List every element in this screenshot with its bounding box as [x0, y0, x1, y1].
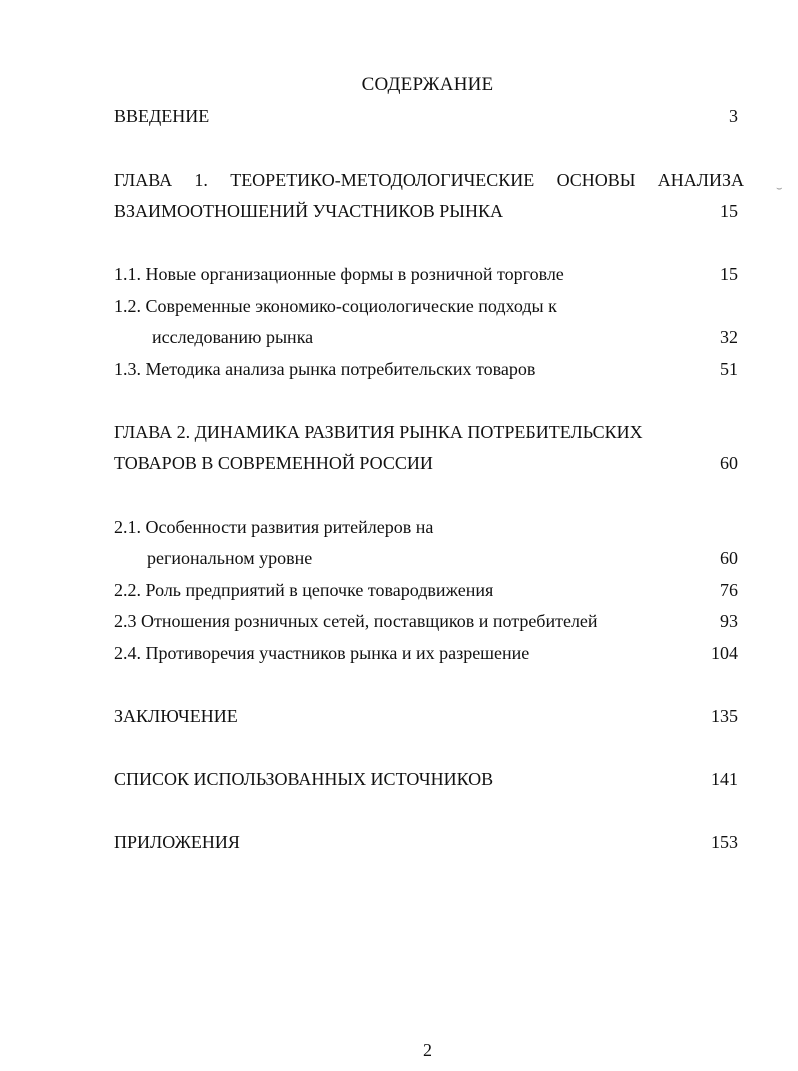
toc-entry-appendices: ПРИЛОЖЕНИЯ: [114, 832, 240, 852]
toc-page-2-4: 104: [711, 643, 738, 663]
toc-entry-sources: СПИСОК ИСПОЛЬЗОВАННЫХ ИСТОЧНИКОВ: [114, 769, 494, 789]
toc-page-chapter2: 60: [720, 453, 738, 473]
toc-page-appendices: 153: [711, 832, 738, 852]
toc-page-intro: 3: [729, 106, 738, 126]
toc-page-chapter1: 15: [720, 201, 738, 221]
toc-section-2-3: 2.3 Отношения розничных сетей, поставщиков и потребителей: [114, 611, 598, 631]
page-number: 2: [423, 1040, 432, 1060]
toc-page-2-3: 93: [720, 611, 738, 631]
toc-section-2-2: 2.2. Роль предприятий в цепочке товародвижения: [114, 580, 494, 600]
toc-chapter1-line1: ГЛАВА 1. ТЕОРЕТИКО-МЕТОДОЛОГИЧЕСКИЕ ОСНОВЫ АНАЛИЗА: [114, 170, 744, 190]
toc-section-1-1: 1.1. Новые организационные формы в розничной торговле: [114, 264, 564, 284]
toc-entry-intro: ВВЕДЕНИЕ: [114, 106, 210, 126]
toc-page-1-3: 51: [720, 359, 738, 379]
toc-chapter2-line2: ТОВАРОВ В СОВРЕМЕННОЙ РОССИИ: [114, 453, 433, 473]
toc-page-1-1: 15: [720, 264, 738, 284]
toc-section-1-2-line1: 1.2. Современные экономико-социологические подходы к: [114, 296, 557, 316]
toc-chapter2-line1: ГЛАВА 2. ДИНАМИКА РАЗВИТИЯ РЫНКА ПОТРЕБИТЕЛЬСКИХ: [114, 422, 643, 442]
toc-chapter1-line2: ВЗАИМООТНОШЕНИЙ УЧАСТНИКОВ РЫНКА: [114, 201, 503, 221]
scan-mark: ⌣: [776, 183, 783, 194]
toc-section-2-1-line1: 2.1. Особенности развития ритейлеров на: [114, 517, 434, 537]
toc-section-2-1-line2: региональном уровне: [147, 548, 313, 568]
toc-page-1-2: 32: [720, 327, 738, 347]
toc-page-conclusion: 135: [711, 706, 738, 726]
toc-page-2-1: 60: [720, 548, 738, 568]
toc-section-1-3: 1.3. Методика анализа рынка потребительских товаров: [114, 359, 536, 379]
toc-section-1-2-line2: исследованию рынка: [152, 327, 314, 347]
page-title: СОДЕРЖАНИЕ: [361, 74, 494, 95]
toc-page-sources: 141: [711, 769, 738, 789]
toc-entry-conclusion: ЗАКЛЮЧЕНИЕ: [114, 706, 238, 726]
toc-section-2-4: 2.4. Противоречия участников рынка и их разрешение: [114, 643, 530, 663]
toc-page-2-2: 76: [720, 580, 738, 600]
